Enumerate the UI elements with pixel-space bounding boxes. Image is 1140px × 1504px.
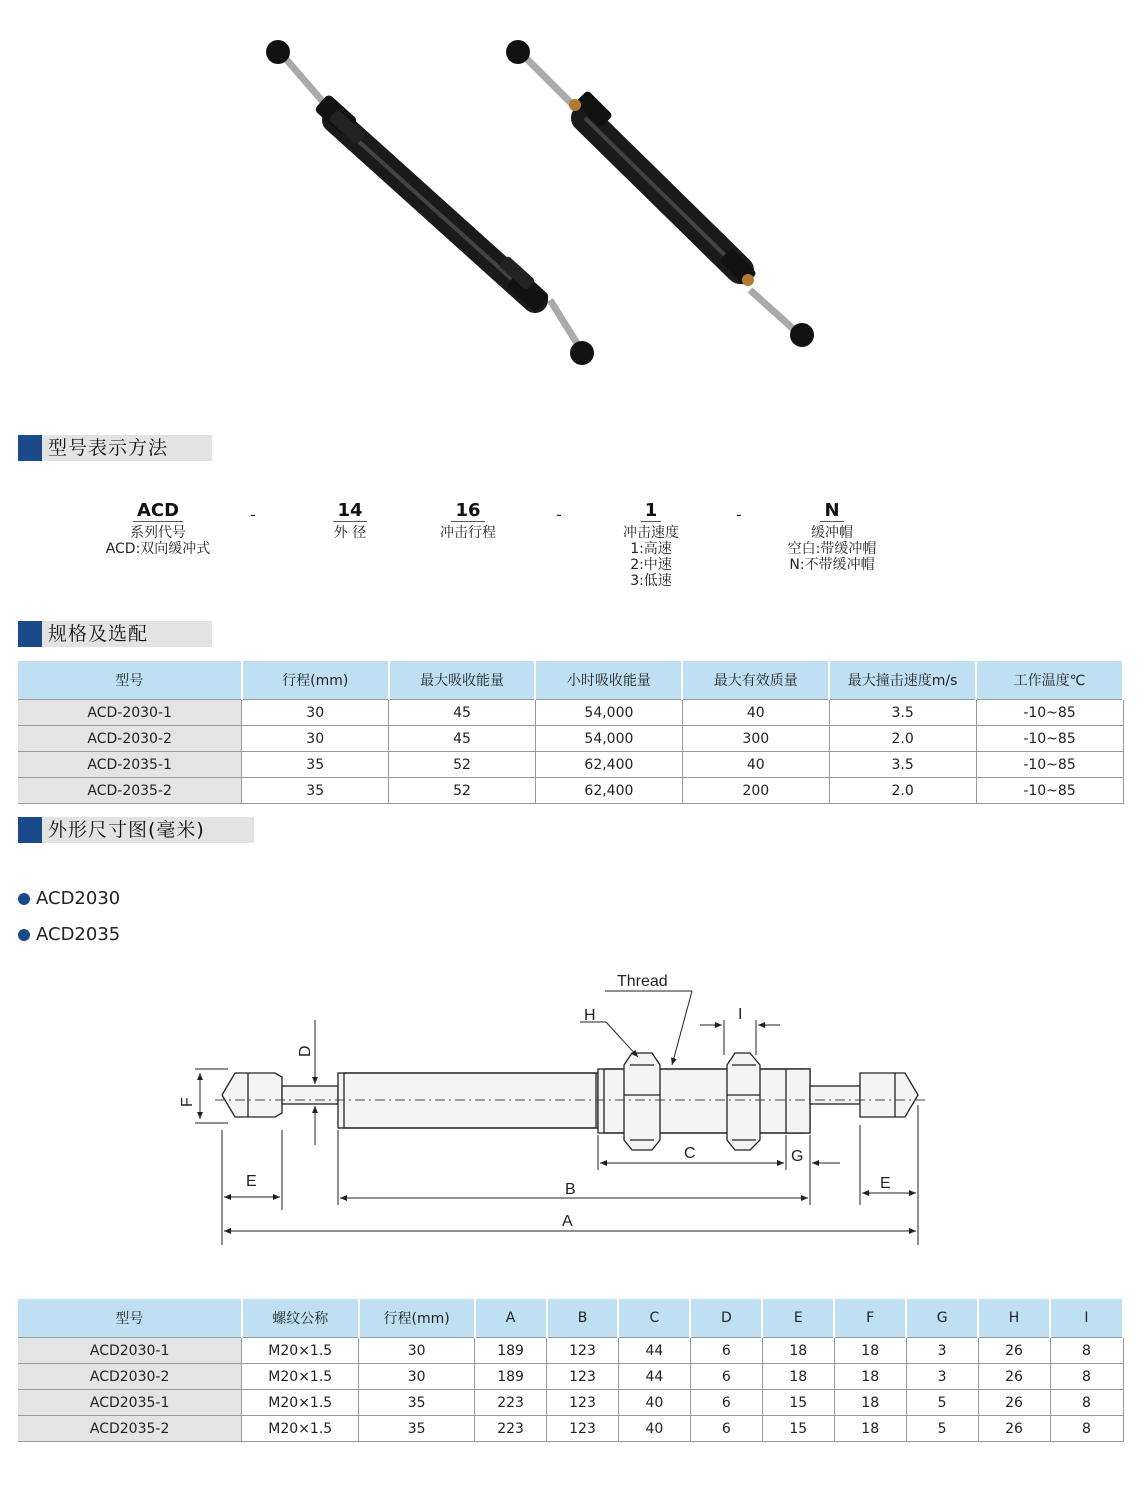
spec-table xyxy=(18,661,1124,804)
column-header: 小时吸收能量 xyxy=(535,661,682,700)
label-C: C xyxy=(684,1145,696,1162)
separator: - xyxy=(736,505,742,524)
table-cell: -10~85 xyxy=(976,700,1123,726)
bullet-dot-icon xyxy=(18,929,30,941)
column-header: E xyxy=(762,1299,834,1338)
table-cell: 3.5 xyxy=(829,752,976,778)
label-F: F xyxy=(179,1097,196,1107)
product-photo xyxy=(240,30,860,380)
table-cell: 26 xyxy=(978,1390,1050,1416)
series-code: ACD xyxy=(133,503,183,522)
table-row xyxy=(18,1416,1123,1442)
code-stroke xyxy=(418,500,518,541)
label-thread: Thread xyxy=(617,973,668,990)
table-cell: ACD-2035-1 xyxy=(18,752,242,778)
code-speed xyxy=(600,500,702,589)
table-cell: 6 xyxy=(690,1416,762,1442)
table-cell: 52 xyxy=(389,778,536,804)
column-header: G xyxy=(906,1299,978,1338)
speed-label: 冲击速度 xyxy=(623,525,679,541)
diameter-label: 外 径 xyxy=(333,525,367,541)
speed-option: 3:低速 xyxy=(630,573,672,589)
code-cap xyxy=(762,500,902,573)
table-cell: 3 xyxy=(906,1338,978,1364)
label-D: D xyxy=(297,1045,314,1057)
table-cell: 30 xyxy=(359,1338,475,1364)
table-cell: 3.5 xyxy=(829,700,976,726)
table-cell: 26 xyxy=(978,1364,1050,1390)
table-cell: 40 xyxy=(618,1390,690,1416)
table-cell: M20×1.5 xyxy=(242,1338,359,1364)
table-cell: 15 xyxy=(762,1416,834,1442)
section-title: 外形尺寸图(毫米) xyxy=(42,817,254,843)
table-cell: 54,000 xyxy=(535,726,682,752)
column-header: 行程(mm) xyxy=(359,1299,475,1338)
series-label: 系列代号 xyxy=(130,525,186,541)
table-cell: 223 xyxy=(475,1416,547,1442)
model-name: ACD2030 xyxy=(36,888,121,909)
table-cell: 40 xyxy=(682,700,829,726)
section-marker xyxy=(18,817,42,843)
cap-code: N xyxy=(820,503,843,522)
table-cell: 200 xyxy=(682,778,829,804)
table-cell: 223 xyxy=(475,1390,547,1416)
table-cell: 30 xyxy=(242,700,389,726)
table-cell: 8 xyxy=(1050,1390,1123,1416)
table-cell: 44 xyxy=(618,1364,690,1390)
column-header: 型号 xyxy=(18,1299,242,1338)
table-cell: 6 xyxy=(690,1364,762,1390)
section-title: 规格及选配 xyxy=(42,621,212,647)
table-cell: ACD2035-1 xyxy=(18,1390,242,1416)
label-G: G xyxy=(791,1148,804,1165)
column-header: A xyxy=(475,1299,547,1338)
section-header-dimensions xyxy=(18,817,254,843)
table-cell: 8 xyxy=(1050,1416,1123,1442)
table-row xyxy=(18,1338,1123,1364)
table-cell: 30 xyxy=(242,726,389,752)
table-cell: 6 xyxy=(690,1338,762,1364)
table-cell: 300 xyxy=(682,726,829,752)
column-header: 螺纹公称 xyxy=(242,1299,359,1338)
table-cell: 44 xyxy=(618,1338,690,1364)
model-bullet xyxy=(18,888,120,909)
section-marker xyxy=(18,435,42,461)
table-cell: 123 xyxy=(547,1416,619,1442)
table-cell: -10~85 xyxy=(976,752,1123,778)
model-bullet xyxy=(18,924,120,945)
table-row xyxy=(18,726,1123,752)
table-cell: ACD-2030-1 xyxy=(18,700,242,726)
table-cell: 123 xyxy=(547,1364,619,1390)
table-header-row xyxy=(18,661,1123,700)
table-header-row xyxy=(18,1299,1123,1338)
section-header-model-code xyxy=(18,435,212,461)
table-cell: 189 xyxy=(475,1338,547,1364)
column-header: 工作温度℃ xyxy=(976,661,1123,700)
column-header: B xyxy=(547,1299,619,1338)
column-header: C xyxy=(618,1299,690,1338)
table-cell: -10~85 xyxy=(976,726,1123,752)
table-cell: 18 xyxy=(762,1338,834,1364)
cap-option: N:不带缓冲帽 xyxy=(789,557,875,573)
column-header: 行程(mm) xyxy=(242,661,389,700)
label-A: A xyxy=(562,1213,573,1230)
label-B: B xyxy=(565,1181,576,1198)
table-cell: M20×1.5 xyxy=(242,1416,359,1442)
stroke-label: 冲击行程 xyxy=(440,525,496,541)
label-E-right: E xyxy=(880,1175,891,1192)
speed-option: 2:中速 xyxy=(630,557,672,573)
table-row xyxy=(18,1390,1123,1416)
diameter-code: 14 xyxy=(333,503,366,522)
table-cell: 35 xyxy=(242,778,389,804)
table-cell: 18 xyxy=(834,1338,906,1364)
column-header: I xyxy=(1050,1299,1123,1338)
section-marker xyxy=(18,621,42,647)
drawing-body xyxy=(222,1053,918,1150)
dimension-drawing xyxy=(160,965,960,1255)
series-desc: ACD:双向缓冲式 xyxy=(105,541,211,557)
label-I: I xyxy=(738,1006,743,1023)
table-cell: 26 xyxy=(978,1338,1050,1364)
column-header: 最大吸收能量 xyxy=(389,661,536,700)
column-header: 型号 xyxy=(18,661,242,700)
table-cell: 40 xyxy=(618,1416,690,1442)
table-cell: ACD2030-2 xyxy=(18,1364,242,1390)
table-cell: ACD2030-1 xyxy=(18,1338,242,1364)
table-cell: 35 xyxy=(242,752,389,778)
model-name: ACD2035 xyxy=(36,924,121,945)
table-cell: 40 xyxy=(682,752,829,778)
table-cell: 5 xyxy=(906,1390,978,1416)
stroke-code: 16 xyxy=(451,503,484,522)
shock-absorber-left xyxy=(266,40,594,365)
table-cell: ACD-2035-2 xyxy=(18,778,242,804)
table-cell: 30 xyxy=(359,1364,475,1390)
table-cell: 123 xyxy=(547,1338,619,1364)
table-cell: 8 xyxy=(1050,1364,1123,1390)
separator: - xyxy=(250,505,256,524)
table-cell: 18 xyxy=(834,1364,906,1390)
table-cell: 35 xyxy=(359,1416,475,1442)
table-row xyxy=(18,752,1123,778)
table-cell: 2.0 xyxy=(829,726,976,752)
label-H: H xyxy=(584,1007,596,1024)
table-cell: ACD2035-2 xyxy=(18,1416,242,1442)
table-cell: 62,400 xyxy=(535,778,682,804)
column-header: D xyxy=(690,1299,762,1338)
table-cell: ACD-2030-2 xyxy=(18,726,242,752)
speed-code: 1 xyxy=(641,503,662,522)
table-cell: 18 xyxy=(762,1364,834,1390)
table-cell: 18 xyxy=(834,1390,906,1416)
code-diameter xyxy=(300,500,400,541)
dimension-table xyxy=(18,1299,1124,1442)
table-cell: 123 xyxy=(547,1390,619,1416)
section-title: 型号表示方法 xyxy=(42,435,212,461)
table-cell: 18 xyxy=(834,1416,906,1442)
table-cell: 8 xyxy=(1050,1338,1123,1364)
code-series xyxy=(88,500,228,557)
table-cell: 52 xyxy=(389,752,536,778)
table-row xyxy=(18,778,1123,804)
table-cell: 189 xyxy=(475,1364,547,1390)
table-cell: M20×1.5 xyxy=(242,1390,359,1416)
table-cell: 54,000 xyxy=(535,700,682,726)
cap-option: 空白:带缓冲帽 xyxy=(787,541,877,557)
table-cell: 15 xyxy=(762,1390,834,1416)
table-cell: M20×1.5 xyxy=(242,1364,359,1390)
label-E-left: E xyxy=(246,1173,257,1190)
table-cell: 45 xyxy=(389,726,536,752)
column-header: 最大有效质量 xyxy=(682,661,829,700)
cap-label: 缓冲帽 xyxy=(811,525,853,541)
table-cell: 62,400 xyxy=(535,752,682,778)
table-cell: 5 xyxy=(906,1416,978,1442)
separator: - xyxy=(556,505,562,524)
table-row xyxy=(18,1364,1123,1390)
table-cell: 2.0 xyxy=(829,778,976,804)
column-header: H xyxy=(978,1299,1050,1338)
table-cell: -10~85 xyxy=(976,778,1123,804)
section-header-specs xyxy=(18,621,212,647)
bullet-dot-icon xyxy=(18,893,30,905)
column-header: F xyxy=(834,1299,906,1338)
speed-option: 1:高速 xyxy=(630,541,672,557)
table-cell: 35 xyxy=(359,1390,475,1416)
table-cell: 3 xyxy=(906,1364,978,1390)
table-cell: 6 xyxy=(690,1390,762,1416)
column-header: 最大撞击速度m/s xyxy=(829,661,976,700)
table-cell: 45 xyxy=(389,700,536,726)
table-row xyxy=(18,700,1123,726)
table-cell: 26 xyxy=(978,1416,1050,1442)
